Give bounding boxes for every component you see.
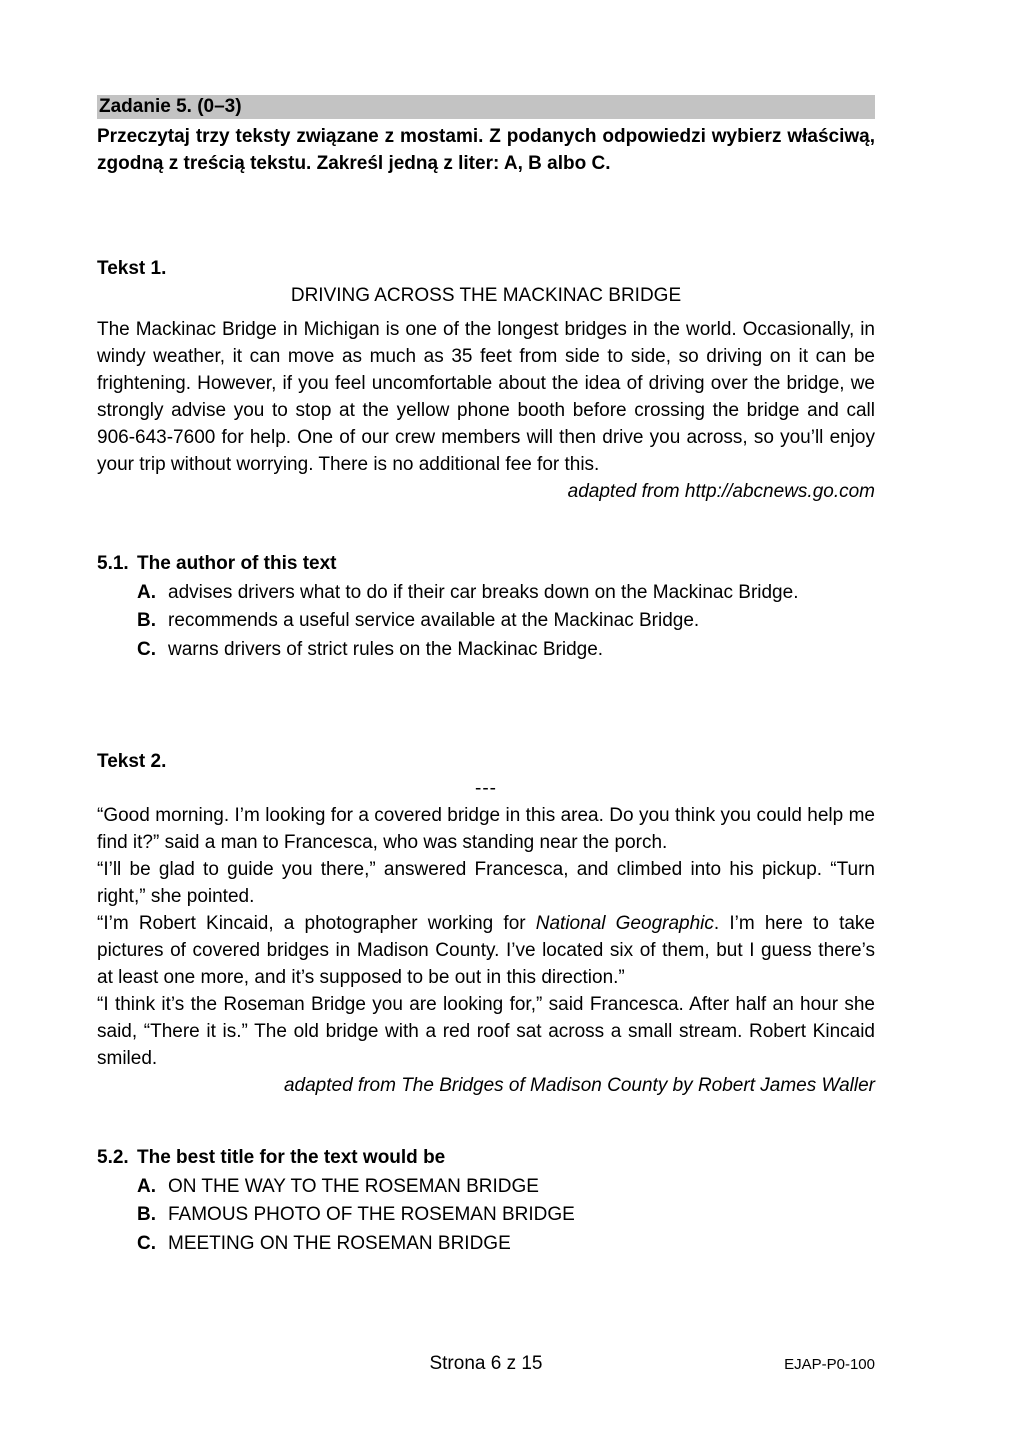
document-code: EJAP-P0-100 — [784, 1356, 875, 1373]
text1-body: The Mackinac Bridge in Michigan is one of the longest bridges in the world. Occasionally, in windy weather, it can move as much as 35 feet from side to side, so driving on it can be frightening. However, if you feel uncomfortable about the idea of driving over the bridge, we strongly advise you to stop at the yellow phone booth before crossing the bridge and call 906-643-7600 for help. One of our crew members will then drive you across, so you’ll enjoy your trip without worrying. There is no additional fee for this. — [97, 319, 875, 475]
text2-source: adapted from The Bridges of Madison County by Robert James Waller — [283, 1075, 875, 1096]
text2-title: --- — [475, 778, 497, 799]
text1-title: DRIVING ACROSS THE MACKINAC BRIDGE — [290, 285, 682, 306]
option-letter: B. — [137, 610, 156, 631]
question-5-2 — [97, 1144, 875, 1258]
text2-body — [97, 802, 875, 1072]
option-a — [97, 1173, 875, 1202]
page-content — [97, 95, 875, 1258]
text1-label: Tekst 1. — [97, 258, 167, 279]
option-b — [97, 1201, 875, 1230]
text2-section — [97, 748, 875, 1099]
task-instructions: Przeczytaj trzy teksty związane z mostami. Z podanych odpowiedzi wybierz właściwą, zgodną z treścią tekstu. Zakreśl jedną z liter: A, B albo C. — [97, 126, 875, 174]
question-5-1 — [97, 550, 875, 664]
option-text: recommends a useful service available at the Mackinac Bridge. — [168, 610, 700, 631]
option-letter: A. — [137, 581, 156, 603]
option-text: FAMOUS PHOTO OF THE ROSEMAN BRIDGE — [168, 1204, 575, 1225]
option-letter: C. — [137, 638, 156, 660]
option-letter: C. — [137, 1232, 156, 1254]
option-c — [97, 1230, 875, 1259]
option-text: MEETING ON THE ROSEMAN BRIDGE — [168, 1232, 511, 1254]
option-text: ON THE WAY TO THE ROSEMAN BRIDGE — [168, 1175, 539, 1197]
text2-paragraph: “I think it’s the Roseman Bridge you are looking for,” said Francesca. After half an hour she said, “There it is.” The old bridge with a red roof sat across a small stream. Robert Kincaid smiled. — [97, 994, 875, 1069]
question-number: 5.1. — [97, 553, 129, 574]
option-letter: A. — [137, 1175, 156, 1197]
question-number: 5.2. — [97, 1147, 129, 1168]
text2-label: Tekst 2. — [97, 751, 167, 772]
option-b — [97, 607, 875, 636]
option-a — [97, 579, 875, 608]
question-stem: The best title for the text would be — [137, 1147, 446, 1168]
option-letter: B. — [137, 1204, 156, 1225]
question-stem: The author of this text — [137, 553, 337, 574]
text1-source: adapted from http://abcnews.go.com — [567, 481, 875, 502]
question-5-2-stem-row — [97, 1144, 875, 1173]
page-footer — [97, 1350, 875, 1377]
text2-paragraph: “I’m Robert Kincaid, a photographer working for National Geographic. I’m here to take pictures of covered bridges in Madison County. I’ve located six of them, but I guess there’s at least one more, and it’s supposed to be out in this direction.” — [97, 913, 875, 988]
page-number: Strona 6 z 15 — [429, 1353, 543, 1374]
option-c — [97, 636, 875, 665]
text2-paragraph: “I’ll be glad to guide you there,” answered Francesca, and climbed into his pickup. “Turn right,” she pointed. — [97, 859, 875, 907]
question-5-1-stem-row — [97, 550, 875, 579]
text1-section — [97, 255, 875, 505]
option-text: advises drivers what to do if their car breaks down on the Mackinac Bridge. — [168, 581, 799, 603]
task-header-bar: Zadanie 5. (0–3) — [97, 95, 875, 119]
text2-paragraph: “Good morning. I’m looking for a covered bridge in this area. Do you think you could help me find it?” said a man to Francesca, who was standing near the porch. — [97, 805, 875, 853]
option-text: warns drivers of strict rules on the Mackinac Bridge. — [168, 638, 604, 660]
